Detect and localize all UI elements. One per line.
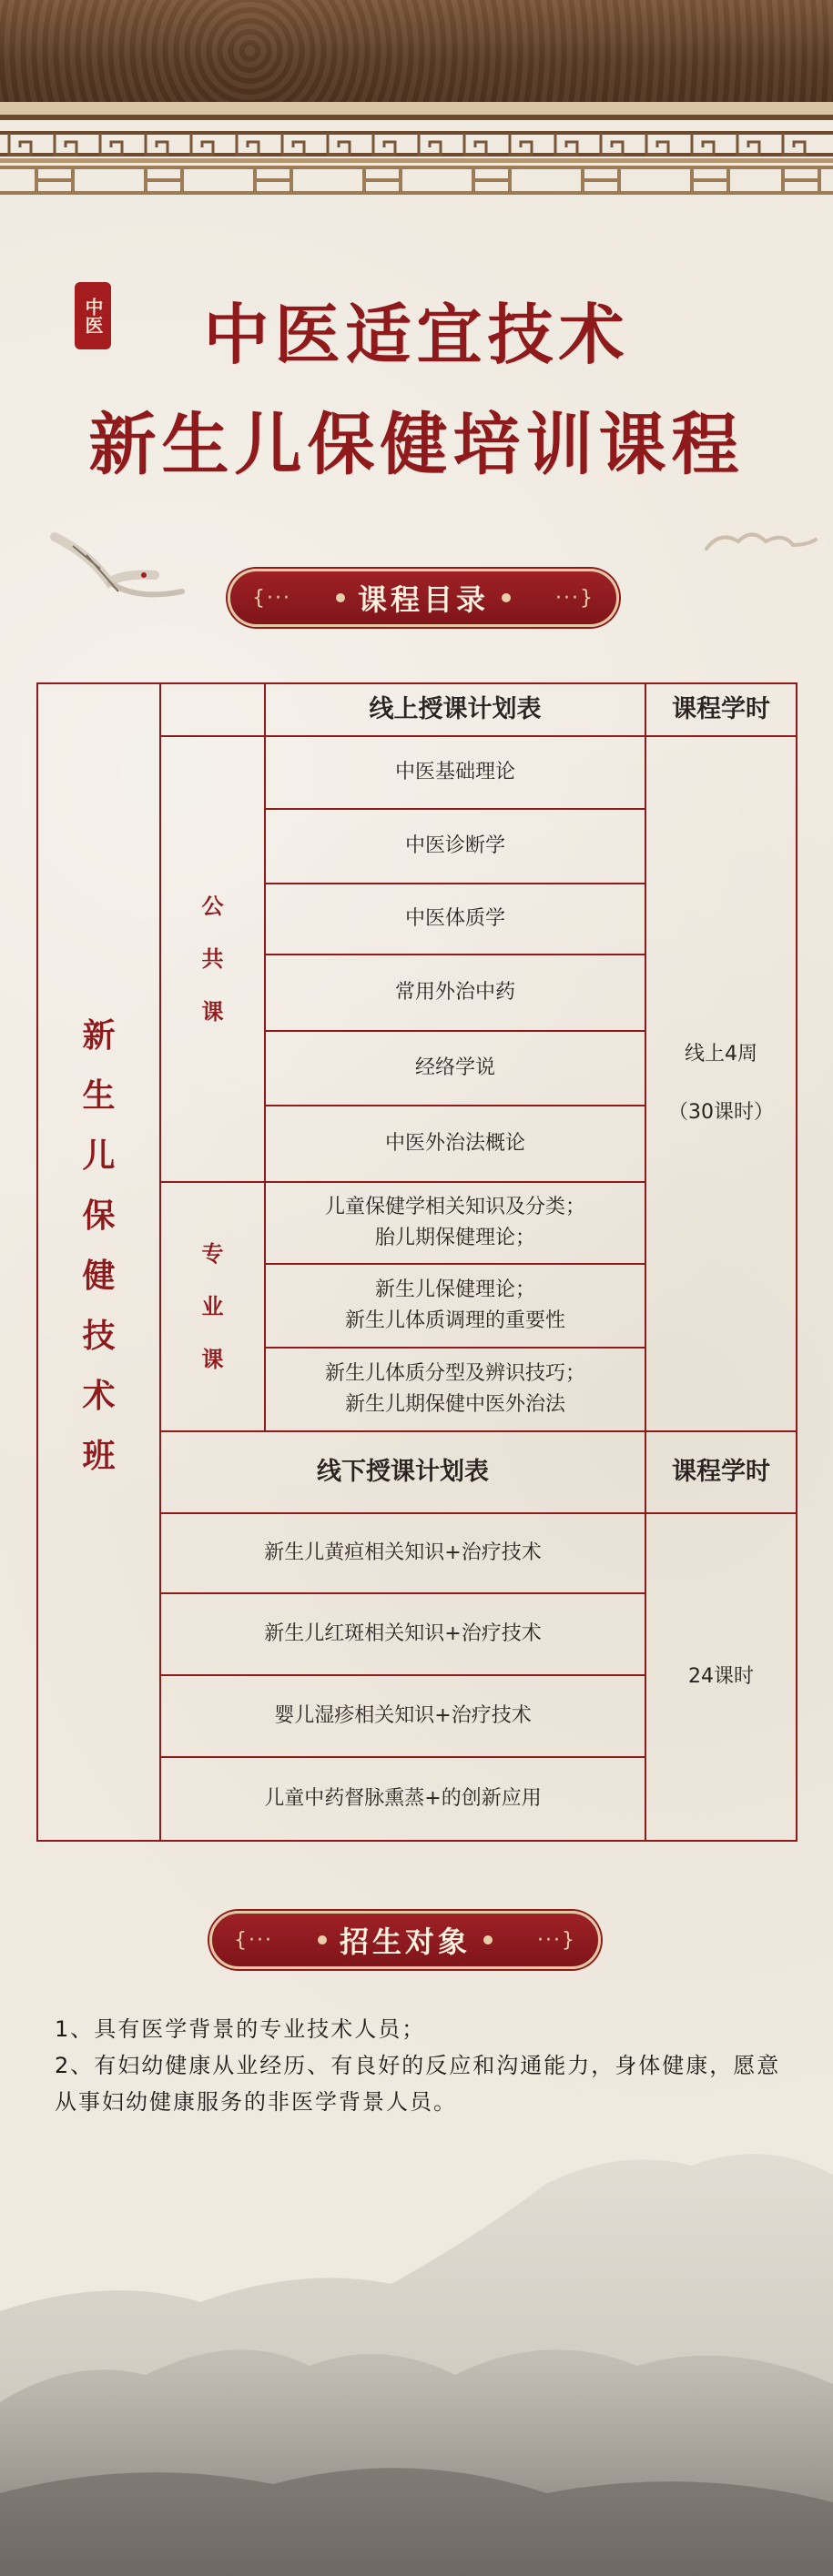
special-course-label <box>161 1183 264 1430</box>
section-title-enrollment: 招生对象 <box>339 1924 471 1959</box>
enrollment-item: 1、具有医学背景的专业技术人员； <box>55 2016 426 2042</box>
ribbon-right-cap: ···} <box>537 1928 576 1952</box>
page-title-line2: 新生儿保健培训课程 <box>88 406 745 484</box>
special-course-line: 胎儿期保健理论； <box>374 1227 535 1249</box>
special-label-char: 业 <box>201 1294 224 1319</box>
offline-course-item: 婴儿湿疹相关知识+治疗技术 <box>274 1704 532 1727</box>
public-label-char: 课 <box>201 999 224 1025</box>
class-name-char: 新 <box>82 1017 116 1055</box>
offline-course-item: 新生儿红斑相关知识+治疗技术 <box>264 1622 542 1645</box>
special-label-char: 专 <box>201 1241 224 1267</box>
special-course-item <box>266 1349 645 1430</box>
class-name-vertical <box>38 919 159 1574</box>
ribbon-dot-icon <box>336 593 345 602</box>
public-course-item: 中医体质学 <box>404 907 505 930</box>
ribbon-dot-icon <box>483 1935 493 1945</box>
public-label-char: 公 <box>201 894 224 919</box>
special-label-char: 课 <box>201 1347 224 1372</box>
ribbon-dot-icon <box>318 1935 327 1945</box>
special-course-item <box>266 1183 645 1263</box>
ribbon-right-cap: ···} <box>555 586 594 610</box>
class-name-char: 健 <box>82 1258 116 1295</box>
enrollment-item: 2、有妇幼健康从业经历、有良好的反应和沟通能力，身体健康，愿意从事妇幼健康服务的非医学背景人员。 <box>55 2053 781 2115</box>
offline-hours-cell: 24课时 <box>688 1665 754 1688</box>
online-hours-count: （30课时） <box>668 1101 774 1124</box>
public-course-label <box>161 737 264 1181</box>
public-course-item: 常用外治中药 <box>394 981 515 1004</box>
public-course-item: 中医外治法概论 <box>384 1132 525 1155</box>
special-course-line: 新生儿保健理论； <box>374 1278 535 1301</box>
special-course-line: 新生儿期保健中医外治法 <box>344 1393 565 1416</box>
online-hours-weeks: 线上4周 <box>685 1043 757 1066</box>
class-name-char: 技 <box>82 1318 116 1355</box>
special-course-line: 新生儿体质分型及辨识技巧； <box>324 1362 585 1385</box>
offline-course-item: 新生儿黄疸相关知识+治疗技术 <box>264 1541 542 1564</box>
class-name-char: 术 <box>82 1378 116 1415</box>
special-course-item <box>266 1265 645 1347</box>
offline-hours-header: 课程学时 <box>672 1458 770 1486</box>
offline-plan-header: 线下授课计划表 <box>317 1458 489 1486</box>
public-course-item: 中医基础理论 <box>394 761 515 783</box>
enrollment-target-list <box>55 2011 783 2120</box>
fretwork-border <box>0 102 833 202</box>
class-name-char: 生 <box>82 1077 116 1115</box>
online-hours-header: 课程学时 <box>672 695 770 723</box>
ribbon-left-cap: {··· <box>234 1928 273 1952</box>
class-name-char: 保 <box>82 1197 116 1235</box>
special-course-line: 新生儿体质调理的重要性 <box>344 1309 565 1332</box>
section-header-enrollment <box>209 1911 601 1969</box>
section-header-curriculum <box>228 569 619 627</box>
online-plan-header: 线上授课计划表 <box>369 695 542 723</box>
online-hours-cell <box>646 737 796 1430</box>
section-title-curriculum: 课程目录 <box>357 582 489 617</box>
seal-text: 中医 <box>82 298 104 334</box>
crane-illustration <box>36 519 200 619</box>
ribbon-dot-icon <box>502 593 511 602</box>
special-course-line: 儿童保健学相关知识及分类； <box>324 1196 585 1218</box>
public-course-item: 中医诊断学 <box>404 834 505 857</box>
public-label-char: 共 <box>201 946 224 972</box>
public-course-item: 经络学说 <box>414 1056 495 1079</box>
cloud-ornament <box>702 523 820 560</box>
ribbon-left-cap: {··· <box>252 586 291 610</box>
ink-mountain-illustration <box>0 2129 833 2576</box>
page-title-line1: 中医适宜技术 <box>203 296 630 373</box>
class-name-char: 儿 <box>82 1137 116 1175</box>
wood-header-band <box>0 0 833 102</box>
offline-course-item: 儿童中药督脉熏蒸+的创新应用 <box>264 1787 542 1810</box>
class-name-char: 班 <box>82 1438 116 1475</box>
